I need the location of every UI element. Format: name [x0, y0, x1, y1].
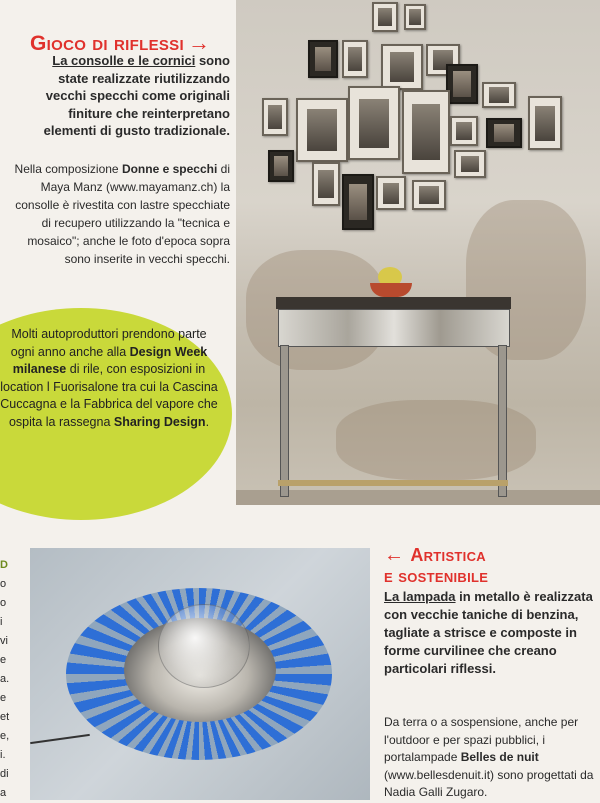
section2-body-post: (www.bellesdenuit.it) sono progettati da Nadia Galli Zugaro.	[384, 767, 594, 799]
callout-text-end: .	[205, 414, 210, 429]
photo-frame	[454, 150, 486, 178]
arrow-right-icon: →	[187, 30, 211, 55]
sliver-letter: et	[0, 711, 10, 723]
sliver-letter: di	[0, 768, 9, 780]
console-leg	[280, 345, 289, 497]
arrow-left-icon: ←	[384, 544, 405, 566]
sliver-letter: e	[0, 692, 7, 704]
console-leg	[498, 345, 507, 497]
sliver-letter: e	[0, 654, 7, 666]
console-shelf	[278, 480, 508, 486]
section2-intro	[384, 588, 596, 678]
photo-frame	[376, 176, 406, 210]
lamp-cable	[30, 734, 90, 744]
photo-frame	[342, 40, 368, 78]
photo-frame	[312, 162, 340, 206]
photo-frame	[404, 4, 426, 30]
photo-frame	[446, 64, 478, 104]
photo-frame	[381, 44, 423, 90]
photo-frame	[262, 98, 288, 136]
photo-frame	[372, 2, 398, 32]
section1-body-bold: Donne e specchi	[121, 162, 218, 176]
photo-blue-lamp	[30, 548, 370, 800]
sliver-letter: i	[0, 616, 3, 628]
adjacent-column-sliver	[0, 556, 26, 803]
callout-bold-2: Sharing Design	[113, 414, 206, 429]
sliver-letter: o	[0, 597, 7, 609]
lamp-glass-globe	[158, 604, 250, 688]
section2-title-line1: Artistica	[410, 545, 486, 565]
section2-body-bold: Belles de nuit	[460, 750, 539, 764]
section2-title	[384, 545, 594, 587]
photo-frame	[482, 82, 516, 108]
callout-text	[0, 326, 218, 431]
sliver-letter: e,	[0, 730, 10, 742]
callout-text-mid: di rile, con esposizioni in location l Fuorisalone tra cui la Cascina Cuccagna e la Fabbrica del vapore che ospita la rassegna	[0, 362, 218, 429]
section2-intro-lead: La lampada	[384, 589, 456, 604]
photo-frame	[268, 150, 294, 182]
sliver-letter: a.	[0, 673, 10, 685]
section2-title-line2: e sostenibile	[384, 566, 489, 586]
sliver-letter: D	[0, 559, 8, 571]
section2-body	[384, 714, 596, 802]
photo-frame	[296, 98, 348, 162]
photo-frame	[486, 118, 522, 148]
callout-text-pre: Molti autoproduttori prendono parte ogni anno anche alla	[10, 327, 207, 359]
photo-mirror-console	[236, 0, 600, 505]
console-top	[276, 297, 511, 309]
section1-body-post: di Maya Manz (www.mayamanz.ch) la consolle è rivestita con lastre specchiate di recupero utilizzando la "tecnica e mosaico"; anche le foto d'epoca sopra sono inserite in vecchi specchi.	[15, 162, 230, 266]
sliver-letter: a	[0, 787, 7, 799]
sliver-letter: o	[0, 578, 7, 590]
photo-frame	[342, 174, 374, 230]
photo-frame	[412, 180, 446, 210]
section1-body-pre: Nella composizione	[14, 162, 122, 176]
photo-frame	[308, 40, 338, 78]
section1-intro-lead: La consolle e le cornici	[52, 53, 196, 68]
callout-bold-1: Design Week milanese	[12, 344, 208, 376]
console-mirror-drawers	[278, 309, 510, 347]
section1-intro	[30, 52, 230, 140]
photo-frame	[450, 116, 478, 146]
section2-intro-rest: in metallo è realizzata con vecchie taniche di benzina, tagliate a strisce e composte in forme curvilinee che creano particolari riflessi.	[384, 589, 593, 676]
photo-frame	[348, 86, 400, 160]
sliver-letter: vi	[0, 635, 8, 647]
photo-frame	[528, 96, 562, 150]
section1-title-text: Gioco di riflessi	[30, 32, 184, 55]
sliver-letter: i.	[0, 749, 6, 761]
section1-intro-rest: sono state realizzate riutilizzando vecchi specchi come originali finiture che reinterpretano elementi di gusto tradizionale.	[43, 53, 230, 138]
section1-body	[10, 160, 230, 268]
section2-body-pre: Da terra o a sospensione, anche per l'outdoor e per spazi pubblici, i portalampade	[384, 715, 579, 764]
floor	[236, 490, 600, 505]
photo-frame	[402, 90, 450, 174]
